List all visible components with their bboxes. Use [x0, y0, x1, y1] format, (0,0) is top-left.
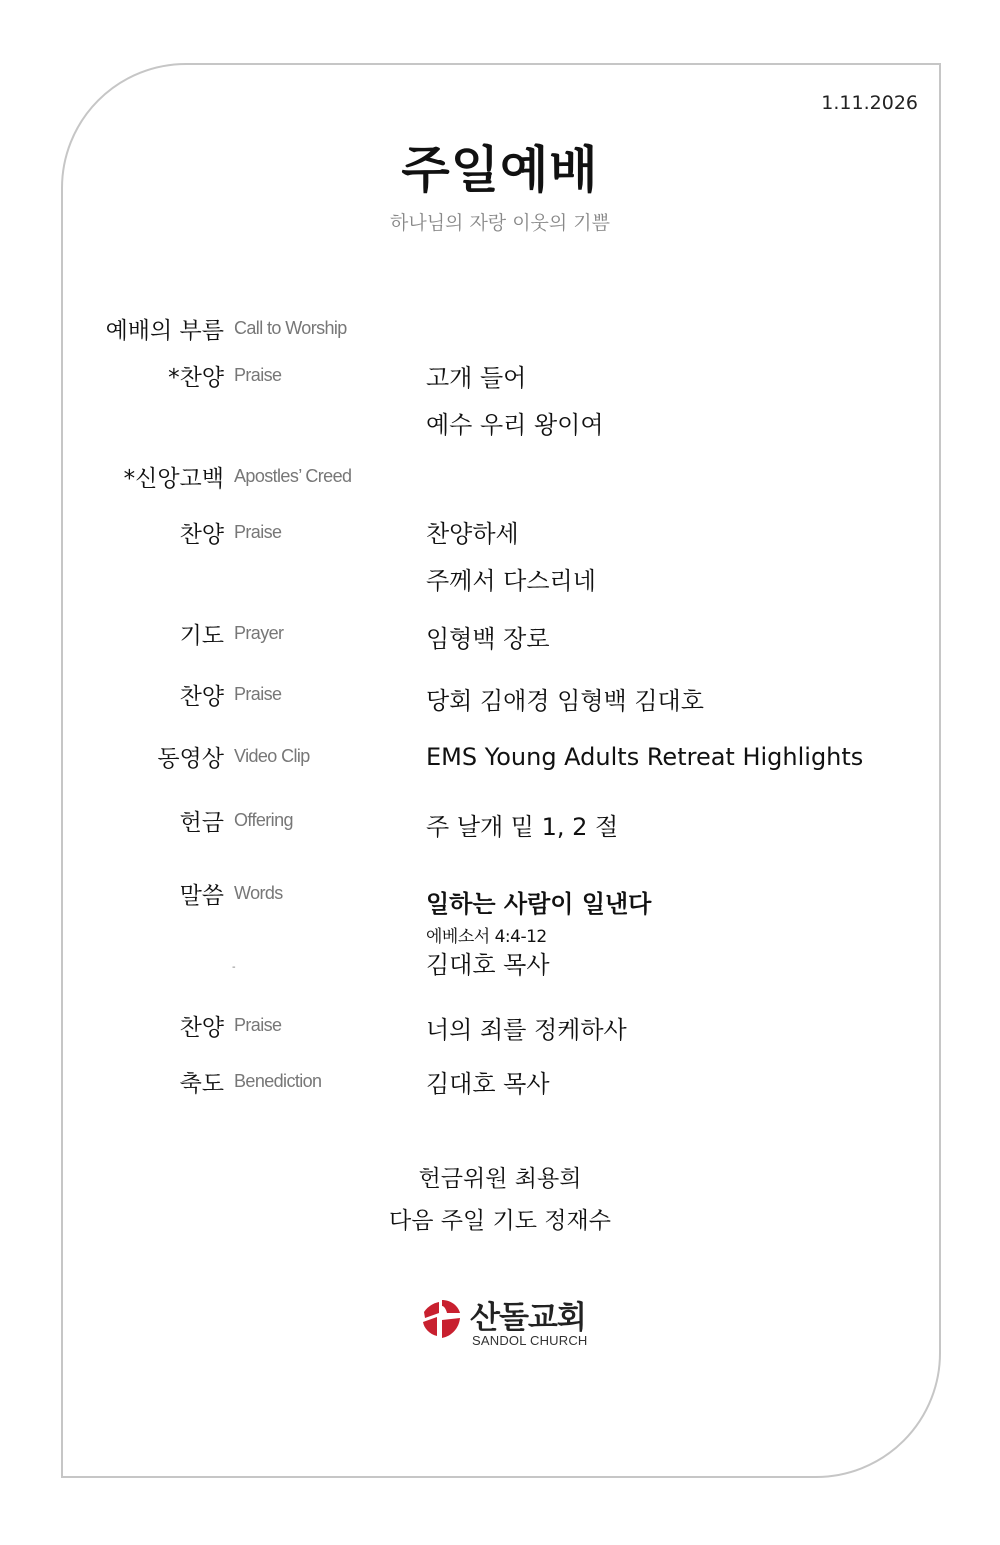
order-item-label-en: Prayer — [234, 623, 284, 643]
praise-2-song-2: 주께서 다스리네 — [426, 567, 596, 595]
order-item-apostles-creed — [0, 460, 1000, 500]
order-item-label-en: Praise — [234, 1015, 282, 1035]
sermon-title: 일하는 사람이 일낸다 — [426, 890, 652, 918]
order-item-label-ko: 축도 — [179, 1071, 224, 1097]
order-item-label-ko: 찬양 — [179, 522, 224, 548]
order-item-label-ko: 찬양 — [179, 684, 224, 710]
order-item-label-en: Benediction — [234, 1071, 322, 1091]
order-item-label-en: Call to Worship — [234, 318, 347, 338]
order-item-label-ko: 말씀 — [179, 883, 224, 909]
prayer-leader: 임형백 장로 — [426, 625, 550, 653]
praise-1-song-2: 예수 우리 왕이여 — [426, 411, 604, 439]
order-item-label-ko: 기도 — [179, 623, 224, 649]
praise-2-song-1: 찬양하세 — [426, 520, 519, 548]
praise-1-song-1: 고개 들어 — [426, 364, 527, 392]
video-clip-title: EMS Young Adults Retreat Highlights — [426, 743, 864, 771]
order-item-label-ko: *신앙고백 — [123, 466, 224, 492]
order-item-label-en: Praise — [234, 684, 282, 704]
order-item-label-ko: 동영상 — [157, 746, 224, 772]
order-item-label-en: Apostles’ Creed — [234, 466, 352, 486]
order-item-label-en: Praise — [234, 522, 282, 542]
sermon-preacher: 김대호 목사 — [426, 951, 550, 979]
order-item-label-en: Offering — [234, 810, 293, 830]
order-item-label-en: Video Clip — [234, 746, 310, 766]
offering-committee: 헌금위원 최용희 — [418, 1166, 582, 1192]
next-week-prayer: 다음 주일 기도 정재수 — [389, 1208, 611, 1234]
order-item-label-ko: 찬양 — [179, 1015, 224, 1041]
offering-hymn: 주 날개 밑 1, 2 절 — [426, 813, 619, 841]
service-date: 1.11.2026 — [821, 92, 918, 114]
benediction-pastor: 김대호 목사 — [426, 1070, 550, 1098]
praise-4-song: 너의 죄를 정케하사 — [426, 1016, 627, 1044]
order-item-call-to-worship — [0, 312, 1000, 352]
praise-3-performers: 당회 김애경 임형백 김대호 — [426, 687, 704, 715]
order-item-label-en: Words — [234, 883, 283, 903]
church-logo-icon — [420, 1296, 464, 1340]
church-logo-subtitle: SANDOL CHURCH — [472, 1333, 588, 1348]
order-item-label-ko: 헌금 — [179, 810, 224, 836]
page-title: 주일예배 — [401, 141, 599, 199]
order-item-label-en: Praise — [234, 365, 282, 385]
church-logo-name: 산돌교회 — [470, 1300, 586, 1336]
sermon-scripture: 에베소서 4:4-12 — [426, 927, 547, 947]
church-logo — [420, 1294, 600, 1354]
dash-mark: - — [232, 962, 236, 973]
order-item-label-ko: 예배의 부름 — [105, 318, 224, 344]
page-subtitle: 하나님의 자랑 이웃의 기쁨 — [389, 212, 610, 234]
order-item-label-ko: *찬양 — [168, 365, 224, 391]
